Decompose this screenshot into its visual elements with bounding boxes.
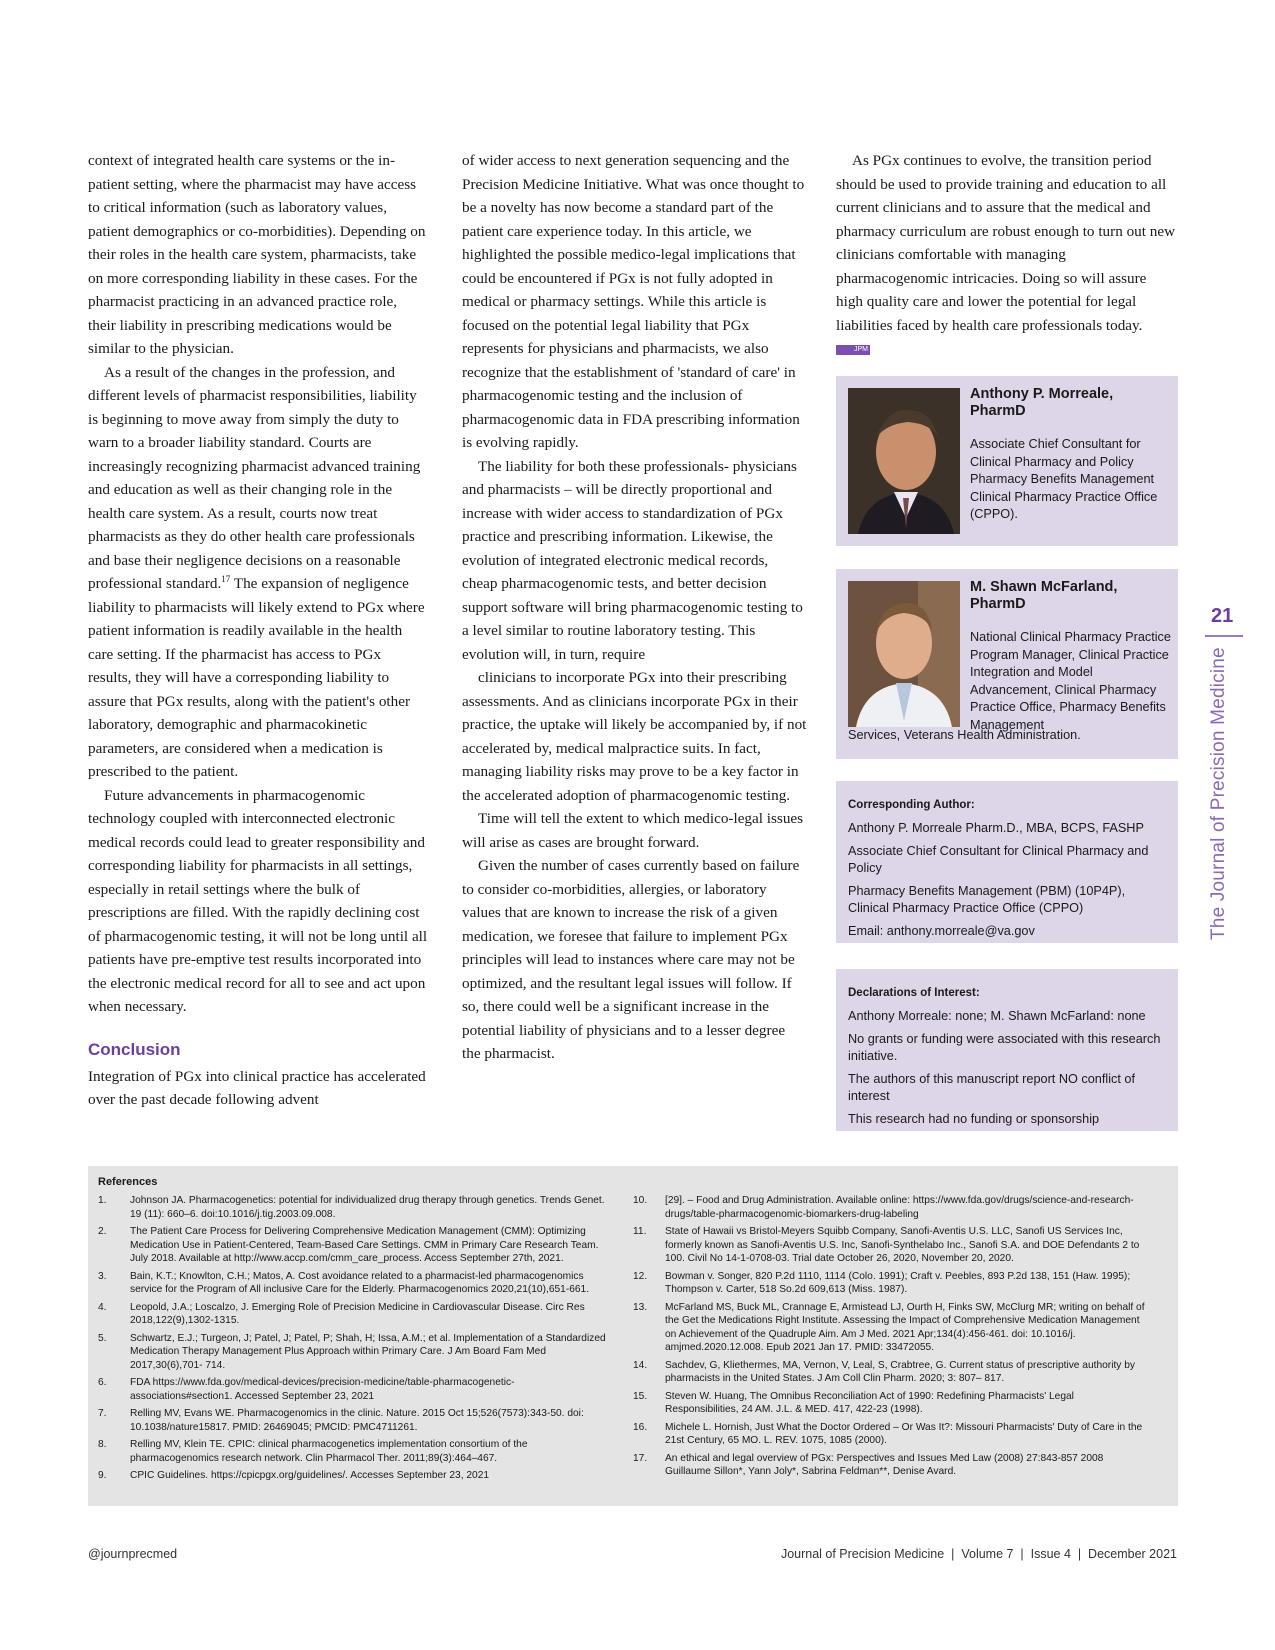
declaration-item: No grants or funding were associated with this research initiative.: [848, 1032, 1161, 1063]
footer-journal-info: Journal of Precision Medicine | Volume 7 | Issue 4 | December 2021: [780, 1547, 1177, 1561]
author-bio-box: [836, 376, 1178, 546]
reference-number: 2.: [98, 1226, 107, 1237]
reference-item: [98, 1332, 613, 1373]
reference-item: [98, 1301, 613, 1328]
section-heading-conclusion: Conclusion: [88, 1039, 181, 1059]
author-bio-box: [836, 569, 1178, 759]
reference-text: Schwartz, E.J.; Turgeon, J; Patel, J; Patel, P; Shah, H; Issa, A.M.; et al. Implementation of a Standardized Medication Therapy Management Plus Approach within Primary Care. J Am Board Fam Med 2017,30(6),701- 714.: [130, 1332, 606, 1371]
declarations-box: [836, 969, 1178, 1131]
reference-number: 1.: [98, 1195, 107, 1206]
text-column-1: [88, 149, 428, 1112]
corresponding-author-name: Anthony P. Morreale Pharm.D., MBA, BCPS, FASHP: [848, 821, 1144, 835]
reference-number: 8.: [98, 1439, 107, 1450]
reference-item: [633, 1270, 1148, 1297]
corresponding-author-box: [836, 781, 1178, 943]
reference-number: 3.: [98, 1270, 107, 1282]
paragraph: Given the number of cases currently based on failure to consider co-morbidities, allergies, or laboratory values that are known to increase the risk of a given medication, we foresee that failure to implement PGx principles will lead to instances where care may not be optimized, and the resultant legal issues will follow. If so, there could well be a significant increase in the potential liability of physicians and to a lesser degree the pharmacist.: [462, 857, 800, 1062]
reference-text: State of Hawaii vs Bristol-Meyers Squibb Company, Sanofi-Aventis U.S. LLC, Sanofi US Services Inc, formerly known as Sanofi-Aventis U.S. Inc, Sanofi-Synthelabo Inc., Sanofi S.A. and DOE Defendants 2 to 100. Civil No 14-1-0708-03. Trial date October 26, 2020, November 20, 2020.: [665, 1226, 1140, 1264]
paragraph: [88, 361, 428, 784]
end-of-article-badge: JPM: [836, 345, 870, 355]
citation-superscript: 17: [221, 573, 231, 584]
reference-text: Bain, K.T.; Knowlton, C.H.; Matos, A. Cost avoidance related to a pharmacist-led pharmacogenomics service for the Program of All inclusive Care for the Elderly. Pharmacogenomics 2020,21(10),651-661.: [130, 1270, 590, 1295]
reference-number: 6.: [98, 1377, 107, 1388]
paragraph: of wider access to next generation sequencing and the Precision Medicine Initiative. What was once thought to be a novelty has now become a standard part of the patient care experience today. In this article, we highlighted the possible medico-legal implications that could be encountered if PGx is not fully adopted in medical or pharmacy settings. While this article is focused on the potential legal liability that PGx represents for physicians and pharmacists, we also recognize that the establishment of 'standard of care' in pharmacogenomic testing and the inclusion of pharmacogenomic data in FDA prescribing information is evolving rapidly.: [462, 152, 805, 451]
reference-number: 12.: [633, 1270, 648, 1282]
reference-number: 13.: [633, 1301, 648, 1313]
reference-text: The Patient Care Process for Delivering Comprehensive Medication Management (CMM): Optimizing Medication Use in Patient-Centered, Team-Based Care Settings. CMM in Primary Care Research Team. July 2018. Available at http://www.accp.com/cmm_care_process. Access September 27th, 2021.: [130, 1226, 599, 1264]
reference-text: Johnson JA. Pharmacogenetics: potential for individualized drug therapy through genetics. Trends Genet. 19 (11): 660–6. doi:10.1016/j.tig.2003.09.008.: [130, 1195, 605, 1220]
reference-item: [98, 1438, 613, 1465]
reference-number: 4.: [98, 1301, 107, 1313]
reference-text: Sachdev, G, Kliethermes, MA, Vernon, V, Leal, S, Crabtree, G. Current status of prescriptive authority by pharmacists in the United States. J Am Coll Clin Pharm. 2020; 3: 807– 817.: [665, 1359, 1135, 1384]
reference-number: 15.: [633, 1390, 648, 1402]
reference-number: 9.: [98, 1470, 107, 1481]
reference-number: 10.: [633, 1195, 648, 1206]
reference-item: [98, 1407, 613, 1434]
reference-text: [29]. – Food and Drug Administration. Available online: https://www.fda.gov/drugs/science-and-research-drugs/table-pharmacogenomic-biomarkers-drug-labeling: [665, 1195, 1134, 1220]
author-photo: [848, 388, 960, 534]
text-column-3: [836, 149, 1176, 361]
paragraph-text: As PGx continues to evolve, the transition period should be used to provide training and education to all current clinicians and to assure that the medical and pharmacy curriculum are robust enough to turn out new clinicians comfortable with managing pharmacogenomic intricacies. Doing so will assure high quality care and lower the potential for legal liabilities faced by health care professionals today.: [836, 152, 1176, 334]
reference-item: [98, 1270, 613, 1297]
references-column-right: [633, 1194, 1148, 1483]
text-column-2: [462, 149, 807, 1066]
reference-item: [98, 1225, 613, 1266]
paragraph-text: As a result of the changes in the profession, and different levels of pharmacist responsibilities, liability is beginning to move away from simply the duty to warn to a broader liability standard. Courts are increasingly recognizing pharmacist advanced training and education as well as their changing role in the health care system. As a result, courts now treat pharmacists as they do other health care professionals and base their negligence decisions on a reasonable professional standard.: [88, 363, 421, 592]
reference-text: Steven W. Huang, The Omnibus Reconciliation Act of 1990: Redefining Pharmacists' Legal Responsibilities, 24 AM. J.L. & MED. 417, 422-23 (1998).: [665, 1390, 1074, 1415]
author-name: Anthony P. Morreale, PharmD: [970, 386, 1114, 419]
reference-item: [98, 1194, 613, 1221]
author-description: Associate Chief Consultant for Clinical Pharmacy and Policy Pharmacy Benefits Management Clinical Pharmacy Practice Office (CPPO).: [970, 437, 1158, 521]
reference-text: Michele L. Hornish, Just What the Doctor Ordered – Or Was It?: Missouri Pharmacists' Duty of Care in the 21st Century, 65 MO. L. REV. 1075, 1085 (2000).: [665, 1421, 1143, 1446]
reference-item: [633, 1225, 1148, 1266]
references-box: [88, 1166, 1178, 1506]
paragraph: The liability for both these professionals- physicians and pharmacists – will be directly proportional and increase with wider access to standardization of PGx practice and prescribing information. Likewise, the evolution of integrated electronic medical records, cheap pharmacogenomic tests, and better decision support software will bring pharmacogenomic testing to a level similar to routine laboratory testing. This evolution will, in turn, require: [462, 457, 803, 663]
paragraph: Integration of PGx into clinical practice has accelerated over the past decade following advent: [88, 1067, 426, 1108]
references-heading: References: [98, 1176, 158, 1188]
reference-number: 16.: [633, 1421, 648, 1433]
reference-number: 14.: [633, 1359, 648, 1371]
paragraph: [836, 149, 1176, 361]
reference-number: 7.: [98, 1408, 107, 1419]
reference-text: FDA https://www.fda.gov/medical-devices/precision-medicine/table-pharmacogenetic-associations#section1. Accessed September 23, 2021: [130, 1377, 515, 1402]
author-name: M. Shawn McFarland, PharmD: [970, 579, 1118, 612]
declaration-item: This research had no funding or sponsorship: [848, 1112, 1100, 1126]
reference-item: [98, 1376, 613, 1403]
paragraph: clinicians to incorporate PGx into their prescribing assessments. And as clinicians incorporate PGx in their practice, the uptake will likely be accompanied by, if not accelerated by, medical malpractice suits. In fact, managing liability risks may prove to be a key factor in the accelerated adoption of pharmacogenomic testing.: [462, 669, 807, 804]
reference-item: [633, 1301, 1148, 1355]
paragraph: context of integrated health care systems or the in-patient setting, where the pharmacist may have access to critical information (such as laboratory values, patient demographics or co-morbidities). Depending on their roles in the health care system, pharmacists, take on more corresponding liability in these cases. For the pharmacist practicing in an advanced practice role, their liability in prescribing medications would be similar to the physician.: [88, 152, 426, 357]
reference-text: CPIC Guidelines. https://cpicpgx.org/guidelines/. Accesses September 23, 2021: [130, 1470, 490, 1481]
page-number: 21: [1211, 605, 1234, 627]
author-photo: [848, 581, 960, 727]
reference-item: [633, 1452, 1148, 1479]
page-number-rule: [1205, 635, 1243, 637]
footer-handle: @journprecmed: [88, 1547, 178, 1561]
paragraph-text: The expansion of negligence liability to pharmacists will likely extend to PGx where patient information is readily available in the health care setting. If the pharmacist has access to PGx results, they will have a corresponding liability to assure that PGx results, along with the patient's other laboratory, demographic and pharmacokinetic parameters, are considered when a medication is prescribed to the patient.: [88, 575, 425, 780]
corresponding-author-title: Associate Chief Consultant for Clinical Pharmacy and Policy: [848, 844, 1149, 875]
author-description: National Clinical Pharmacy Practice Program Manager, Clinical Practice Integration and Model Advancement, Clinical Pharmacy Practice Office, Pharmacy Benefits Management: [970, 630, 1171, 732]
reference-number: 17.: [633, 1452, 648, 1464]
corresponding-author-office: Pharmacy Benefits Management (PBM) (10P4P), Clinical Pharmacy Practice Office (CPPO): [848, 884, 1126, 915]
reference-item: [633, 1359, 1148, 1386]
reference-text: McFarland MS, Buck ML, Crannage E, Armistead LJ, Ourth H, Finks SW, McClurg MR; writing on behalf of the Get the Medications Right Institute. Assessing the Impact of Comprehensive Medication Management on Achievement of the Quadruple Aim. Am J Med. 2021 Apr;134(4):456-461. doi: 10.1016/j. amjmed.2020.12.008. Epub 2021 Jan 17. PMID: 33472055.: [665, 1301, 1145, 1353]
author-description-continued: Services, Veterans Health Administration.: [848, 728, 1081, 742]
declaration-item: The authors of this manuscript report NO conflict of interest: [848, 1072, 1135, 1103]
corresponding-author-email: Email: anthony.morreale@va.gov: [848, 924, 1035, 938]
declaration-item: Anthony Morreale: none; M. Shawn McFarland: none: [848, 1009, 1146, 1023]
reference-text: Relling MV, Klein TE. CPIC: clinical pharmacogenetics implementation consortium of the pharmacogenomics research network. Clin Pharmacol Ther. 2011;89(3):464–467.: [130, 1439, 528, 1464]
reference-number: 5.: [98, 1332, 107, 1344]
reference-number: 11.: [633, 1226, 647, 1237]
corresponding-author-heading: Corresponding Author:: [848, 799, 975, 811]
paragraph: Future advancements in pharmacogenomic technology coupled with interconnected electronic medical records could lead to greater responsibility and corresponding liability for pharmacists in all settings, especially in retail settings where the bulk of prescriptions are filled. With the rapidly declining cost of pharmacogenomic testing, it will not be long until all patients have pre-emptive test results incorporated into the electronic medical record for all to see and act upon when necessary.: [88, 786, 428, 1015]
reference-item: [98, 1469, 613, 1483]
paragraph: Time will tell the extent to which medico-legal issues will arise as cases are brought forward.: [462, 810, 804, 851]
declarations-heading: Declarations of Interest:: [848, 987, 980, 999]
reference-text: Bowman v. Songer, 820 P.2d 1110, 1114 (Colo. 1991); Craft v. Peebles, 893 P.2d 138, 151 (Haw. 1995); Thompson v. Carter, 518 So.2d 609,613 (Miss. 1987).: [665, 1270, 1131, 1295]
reference-text: Leopold, J.A.; Loscalzo, J. Emerging Role of Precision Medicine in Cardiovascular Disease. Circ Res 2018,122(9),1302-1315.: [130, 1301, 585, 1326]
reference-item: [633, 1421, 1148, 1448]
references-column-left: [98, 1194, 613, 1487]
reference-item: [633, 1390, 1148, 1417]
reference-text: Relling MV, Evans WE. Pharmacogenomics in the clinic. Nature. 2015 Oct 15;526(7573):343-50. doi: 10.1038/nature15817. PMID: 26469045; PMCID: PMC4711261.: [130, 1408, 584, 1433]
journal-side-label: The Journal of Precision Medicine: [1208, 647, 1229, 940]
reference-item: [633, 1194, 1148, 1221]
reference-text: An ethical and legal overview of PGx: Perspectives and Issues Med Law (2008) 27:843-857 2008 Guillaume Sillon*, Yann Joly*, Sabrina Feldman**, Denise Avard.: [665, 1452, 1104, 1477]
